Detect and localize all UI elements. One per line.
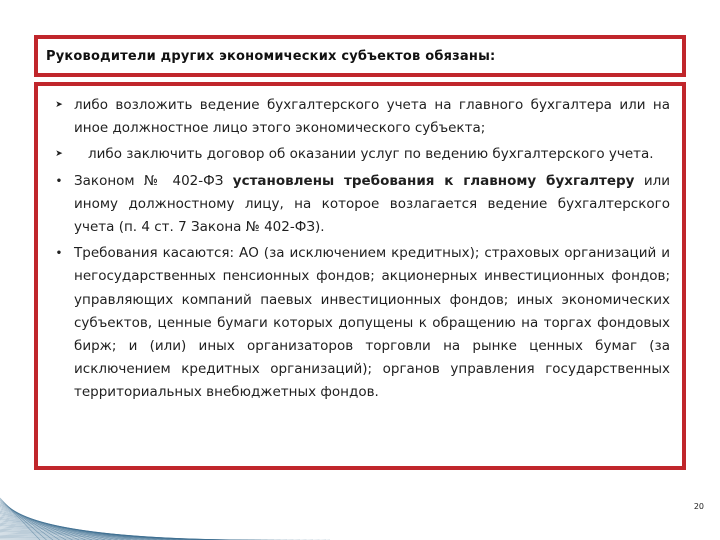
item-text: Требования касаются: АО (за исключением кредитных); страховых организаций и негосударственных пенсионных фондов; акционерных инвестиционных фондов; управляющих компаний паевых инвестиционных фондов; иных экономических субъектов, ценные бумаги которых допущены к обращению на торгах фондовых бирж; и (или) иных организаторов торговли на рынке ценных бумаг (за исключением кредитных организаций); органов управления государственных территориальных внебюджетных фондов. — [74, 245, 670, 401]
list-item — [50, 170, 670, 240]
list-item — [50, 94, 670, 140]
item-text-content: либо заключить договор об оказании услуг по ведению бухгалтерского учета. — [88, 146, 654, 163]
item-text — [74, 146, 654, 162]
page-number: 20 — [693, 502, 704, 511]
slide-title: Руководители других экономических субъектов обязаны: — [46, 48, 496, 64]
dot-bullet-icon: • — [55, 175, 63, 187]
arrow-bullet-icon: ➤ — [55, 100, 63, 110]
arrow-bullet-icon: ➤ — [55, 149, 63, 160]
content-frame — [34, 82, 686, 470]
list-item — [50, 242, 670, 404]
title-frame — [34, 35, 686, 77]
item-text-before: Законом № 402-ФЗ — [74, 172, 233, 189]
item-text: либо возложить ведение бухгалтерского учета на главного бухгалтера или на иное должностное лицо этого экономического субъекта; — [74, 97, 670, 137]
dot-bullet-icon: • — [55, 248, 63, 260]
item-text-bold: установлены требования к главному бухгалтеру — [232, 172, 635, 189]
list-item — [50, 143, 670, 166]
bullet-list — [50, 94, 670, 405]
item-text-after: или иному должностному лицу, на которое возлагается ведение бухгалтерского учета (п. 4 ст. 7 Закона № 402-ФЗ). — [74, 172, 671, 236]
